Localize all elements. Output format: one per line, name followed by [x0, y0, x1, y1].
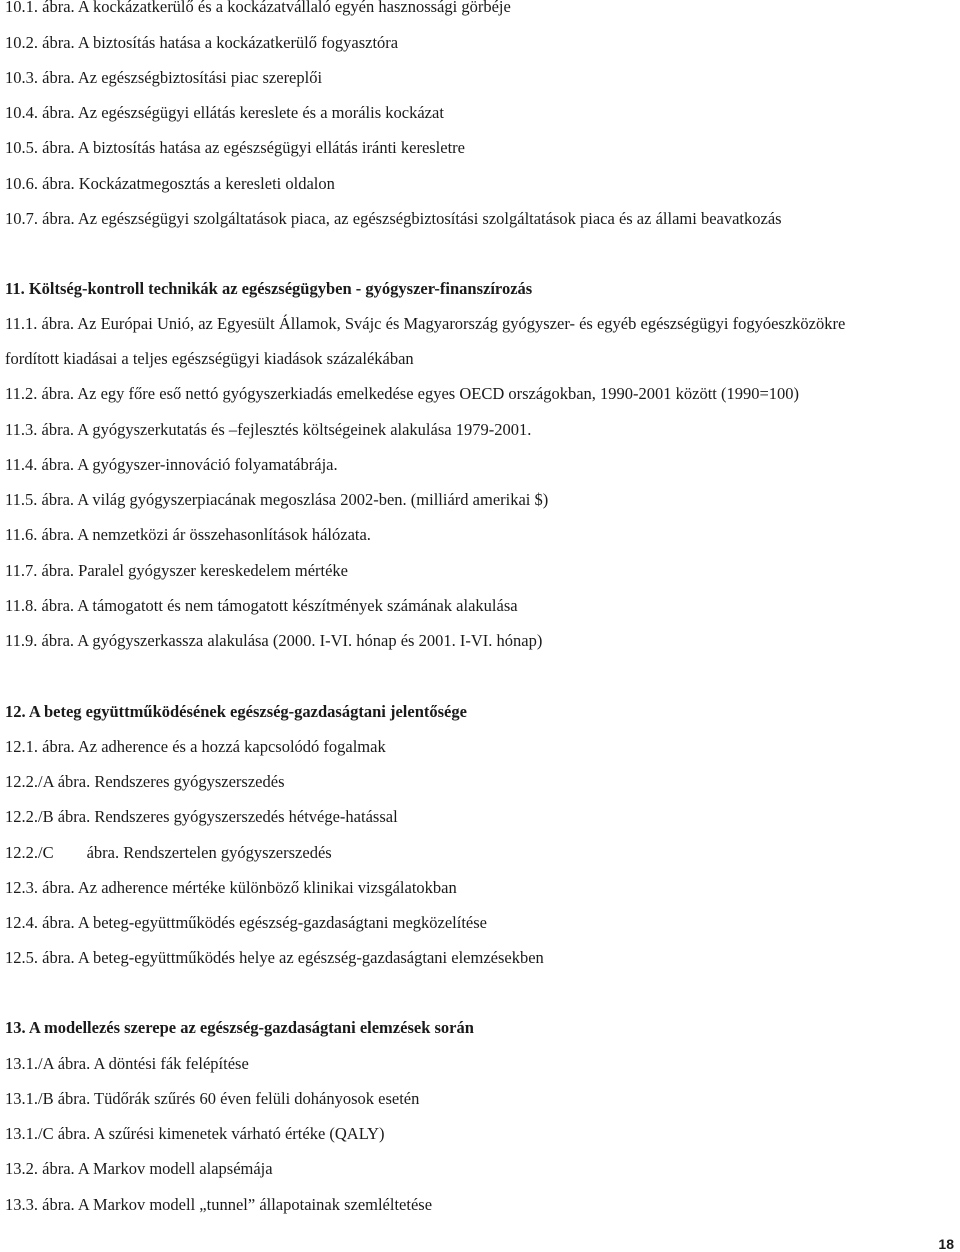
- list-item: 12.2./A ábra. Rendszeres gyógyszerszedés: [5, 772, 285, 791]
- list-item: 11.1. ábra. Az Európai Unió, az Egyesült Államok, Svájc és Magyarország gyógyszer- és egyéb egészségügyi fogyóeszközökre: [5, 314, 846, 333]
- list-item: 10.5. ábra. A biztosítás hatása az egészségügyi ellátás iránti keresletre: [5, 138, 465, 157]
- list-item: 11.7. ábra. Paralel gyógyszer kereskedelem mértéke: [5, 561, 348, 580]
- list-item: 13.1./A ábra. A döntési fák felépítése: [5, 1054, 249, 1073]
- list-item: 12.3. ábra. Az adherence mértéke különböző klinikai vizsgálatokban: [5, 878, 457, 897]
- list-item: 10.4. ábra. Az egészségügyi ellátás kereslete és a morális kockázat: [5, 103, 444, 122]
- page-number: 18: [938, 1236, 954, 1252]
- list-item: 11.5. ábra. A világ gyógyszerpiacának megoszlása 2002-ben. (milliárd amerikai $): [5, 490, 549, 509]
- section-heading: 11. Költség-kontroll technikák az egészségügyben - gyógyszer-finanszírozás: [5, 279, 533, 298]
- list-item: 11.9. ábra. A gyógyszerkassza alakulása (2000. I-VI. hónap és 2001. I-VI. hónap): [5, 631, 543, 650]
- list-item: 10.6. ábra. Kockázatmegosztás a keresleti oldalon: [5, 174, 335, 193]
- list-item: 11.3. ábra. A gyógyszerkutatás és –fejlesztés költségeinek alakulása 1979-2001.: [5, 420, 532, 439]
- list-item: 10.3. ábra. Az egészségbiztosítási piac szereplői: [5, 68, 323, 87]
- list-item: 12.2./B ábra. Rendszeres gyógyszerszedés hétvége-hatással: [5, 807, 398, 826]
- list-item: 13.1./C ábra. A szűrési kimenetek várható értéke (QALY): [5, 1124, 385, 1143]
- list-item: 13.3. ábra. A Markov modell „tunnel” állapotainak szemléltetése: [5, 1195, 433, 1214]
- list-item: 13.2. ábra. A Markov modell alapsémája: [5, 1159, 273, 1178]
- list-item: 12.4. ábra. A beteg-együttműködés egészség-gazdaságtani megközelítése: [5, 913, 487, 932]
- section-heading: 12. A beteg együttműködésének egészség-gazdaságtani jelentősége: [5, 702, 467, 721]
- list-item: 10.1. ábra. A kockázatkerülő és a kockázatvállaló egyén hasznossági görbéje: [5, 0, 511, 16]
- section-heading: 13. A modellezés szerepe az egészség-gazdaságtani elemzések során: [5, 1018, 474, 1037]
- list-item: 11.2. ábra. Az egy főre eső nettó gyógyszerkiadás emelkedése egyes OECD országokban, 1990-2001 között (1990=100): [5, 384, 800, 403]
- list-item: 11.8. ábra. A támogatott és nem támogatott készítmények számának alakulása: [5, 596, 518, 615]
- list-item: fordított kiadásai a teljes egészségügyi kiadások százalékában: [5, 349, 414, 368]
- list-item: 10.7. ábra. Az egészségügyi szolgáltatások piaca, az egészségbiztosítási szolgáltatások piaca és az állami beavatkozás: [5, 209, 782, 228]
- list-item: 10.2. ábra. A biztosítás hatása a kockázatkerülő fogyasztóra: [5, 33, 399, 52]
- list-item: 12.1. ábra. Az adherence és a hozzá kapcsolódó fogalmak: [5, 737, 386, 756]
- list-item: 13.1./B ábra. Tüdőrák szűrés 60 éven felüli dohányosok esetén: [5, 1089, 420, 1108]
- list-item: 11.6. ábra. A nemzetközi ár összehasonlítások hálózata.: [5, 525, 371, 544]
- list-item: 12.2./C ábra. Rendszertelen gyógyszerszedés: [5, 843, 332, 862]
- list-item: 12.5. ábra. A beteg-együttműködés helye az egészség-gazdaságtani elemzésekben: [5, 948, 544, 967]
- list-item: 11.4. ábra. A gyógyszer-innováció folyamatábrája.: [5, 455, 338, 474]
